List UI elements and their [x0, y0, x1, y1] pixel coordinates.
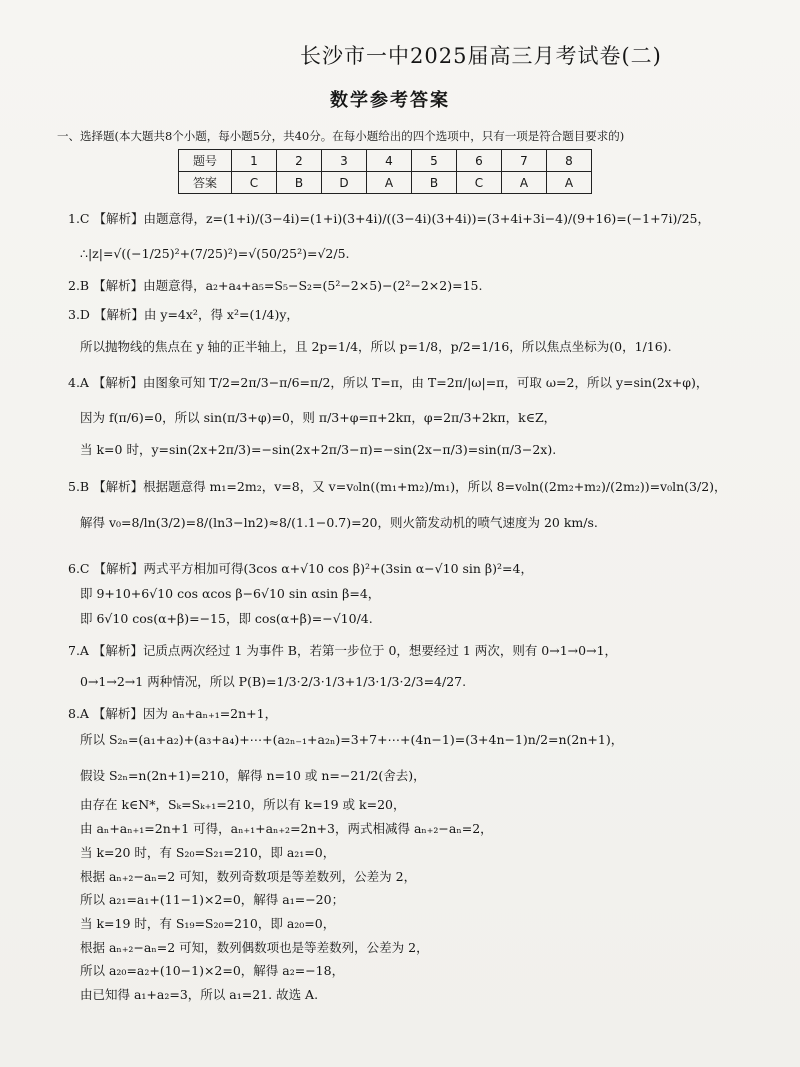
question-number: 6 [457, 150, 502, 172]
solution-line: 即 9+10+6√10 cos αcos β−6√10 sin αsin β=4， [80, 586, 381, 601]
answer-cell: B [277, 172, 322, 194]
solution-line: 因为 f(π/6)=0，所以 sin(π/3+φ)=0，则 π/3+φ=π+2kπ，φ=2π/3+2kπ，k∈Z， [80, 410, 557, 425]
solution-line: 6.C 【解析】两式平方相加可得(3cos α+√10 cos β)²+(3sin α−√10 sin β)²=4， [68, 561, 533, 576]
solution-line: 根据 aₙ₊₂−aₙ=2 可知，数列偶数项也是等差数列，公差为 2， [80, 940, 429, 955]
question-number: 4 [367, 150, 412, 172]
exam-header: 长沙市一中2025届高三月考试卷(二) [300, 44, 662, 68]
solution-line: 所以 a₂₀=a₂+(10−1)×2=0，解得 a₂=−18， [80, 963, 345, 978]
solution-line: 当 k=19 时，有 S₁₉=S₂₀=210，即 a₂₀=0， [80, 916, 336, 931]
question-number: 7 [502, 150, 547, 172]
answer-table [178, 149, 592, 194]
table-row [179, 172, 592, 194]
table-row [179, 150, 592, 172]
answer-cell: C [232, 172, 277, 194]
question-number: 2 [277, 150, 322, 172]
answer-cell: C [457, 172, 502, 194]
solution-line: 0→1→2→1 两种情况，所以 P(B)=1/3·2/3·1/3+1/3·1/3·2/3=4/27. [80, 674, 467, 689]
solution-line: 假设 S₂ₙ=n(2n+1)=210，解得 n=10 或 n=−21/2(舍去)， [80, 768, 426, 783]
answer-cell: A [367, 172, 412, 194]
row-label-number: 题号 [179, 150, 232, 172]
solution-line: 1.C 【解析】由题意得，z=(1+i)/(3−4i)=(1+i)(3+4i)/((3−4i)(3+4i))=(3+4i+3i−4)/(9+16)=(−1+7i)/25， [68, 211, 710, 226]
answer-cell: D [322, 172, 367, 194]
answer-cell: A [547, 172, 592, 194]
row-label-answer: 答案 [179, 172, 232, 194]
solution-line: 所以 S₂ₙ=(a₁+a₂)+(a₃+a₄)+⋯+(a₂ₙ₋₁+a₂ₙ)=3+7+⋯+(4n−1)=(3+4n−1)n/2=n(2n+1)， [80, 732, 624, 747]
answer-cell: B [412, 172, 457, 194]
solution-line: 8.A 【解析】因为 aₙ+aₙ₊₁=2n+1， [68, 706, 278, 721]
solution-line: 解得 v₀=8/ln(3/2)=8/(ln3−ln2)≈8/(1.1−0.7)=20，则火箭发动机的喷气速度为 20 km/s. [80, 515, 598, 530]
section-title: 一、选择题(本大题共8个小题，每小题5分，共40分。在每小题给出的四个选项中，只有一项是符合题目要求的) [57, 129, 625, 143]
question-number: 8 [547, 150, 592, 172]
question-number: 1 [232, 150, 277, 172]
solution-line: 即 6√10 cos(α+β)=−15，即 cos(α+β)=−√10/4. [80, 611, 373, 626]
solution-line: 根据 aₙ₊₂−aₙ=2 可知，数列奇数项是等差数列，公差为 2， [80, 869, 417, 884]
question-number: 3 [322, 150, 367, 172]
answer-key-title: 数学参考答案 [330, 90, 450, 111]
solution-line: 当 k=20 时，有 S₂₀=S₂₁=210，即 a₂₁=0， [80, 845, 336, 860]
solution-line: 7.A 【解析】记质点两次经过 1 为事件 B，若第一步位于 0，想要经过 1 两次，则有 0→1→0→1， [68, 643, 618, 658]
solution-line: 当 k=0 时，y=sin(2x+2π/3)=−sin(2x+2π/3−π)=−sin(2x−π/3)=sin(π/3−2x). [80, 442, 557, 457]
solution-line: 2.B 【解析】由题意得，a₂+a₄+a₅=S₅−S₂=(5²−2×5)−(2²−2×2)=15. [68, 278, 483, 293]
question-number: 5 [412, 150, 457, 172]
solution-line: 由 aₙ+aₙ₊₁=2n+1 可得，aₙ₊₁+aₙ₊₂=2n+3，两式相减得 aₙ₊₂−aₙ=2， [80, 821, 493, 836]
answer-cell: A [502, 172, 547, 194]
solution-line: 5.B 【解析】根据题意得 m₁=2m₂，v=8，又 v=v₀ln((m₁+m₂)/m₁)，所以 8=v₀ln((2m₂+m₂)/(2m₂))=v₀ln(3/2)， [68, 479, 727, 494]
solution-line: 所以 a₂₁=a₁+(11−1)×2=0，解得 a₁=−20； [80, 892, 345, 907]
solution-line: ∴|z|=√((−1/25)²+(7/25)²)=√(50/25²)=√2/5. [80, 246, 350, 261]
solution-line: 由已知得 a₁+a₂=3，所以 a₁=21. 故选 A. [80, 987, 319, 1002]
solution-line: 3.D 【解析】由 y=4x²，得 x²=(1/4)y， [68, 307, 299, 322]
solution-line: 4.A 【解析】由图象可知 T/2=2π/3−π/6=π/2，所以 T=π，由 T=2π/|ω|=π，可取 ω=2，所以 y=sin(2x+φ)， [68, 375, 709, 390]
solution-line: 由存在 k∈N*，Sₖ=Sₖ₊₁=210，所以有 k=19 或 k=20， [80, 797, 406, 812]
solution-line: 所以抛物线的焦点在 y 轴的正半轴上，且 2p=1/4，所以 p=1/8，p/2=1/16，所以焦点坐标为(0，1/16). [80, 339, 672, 354]
